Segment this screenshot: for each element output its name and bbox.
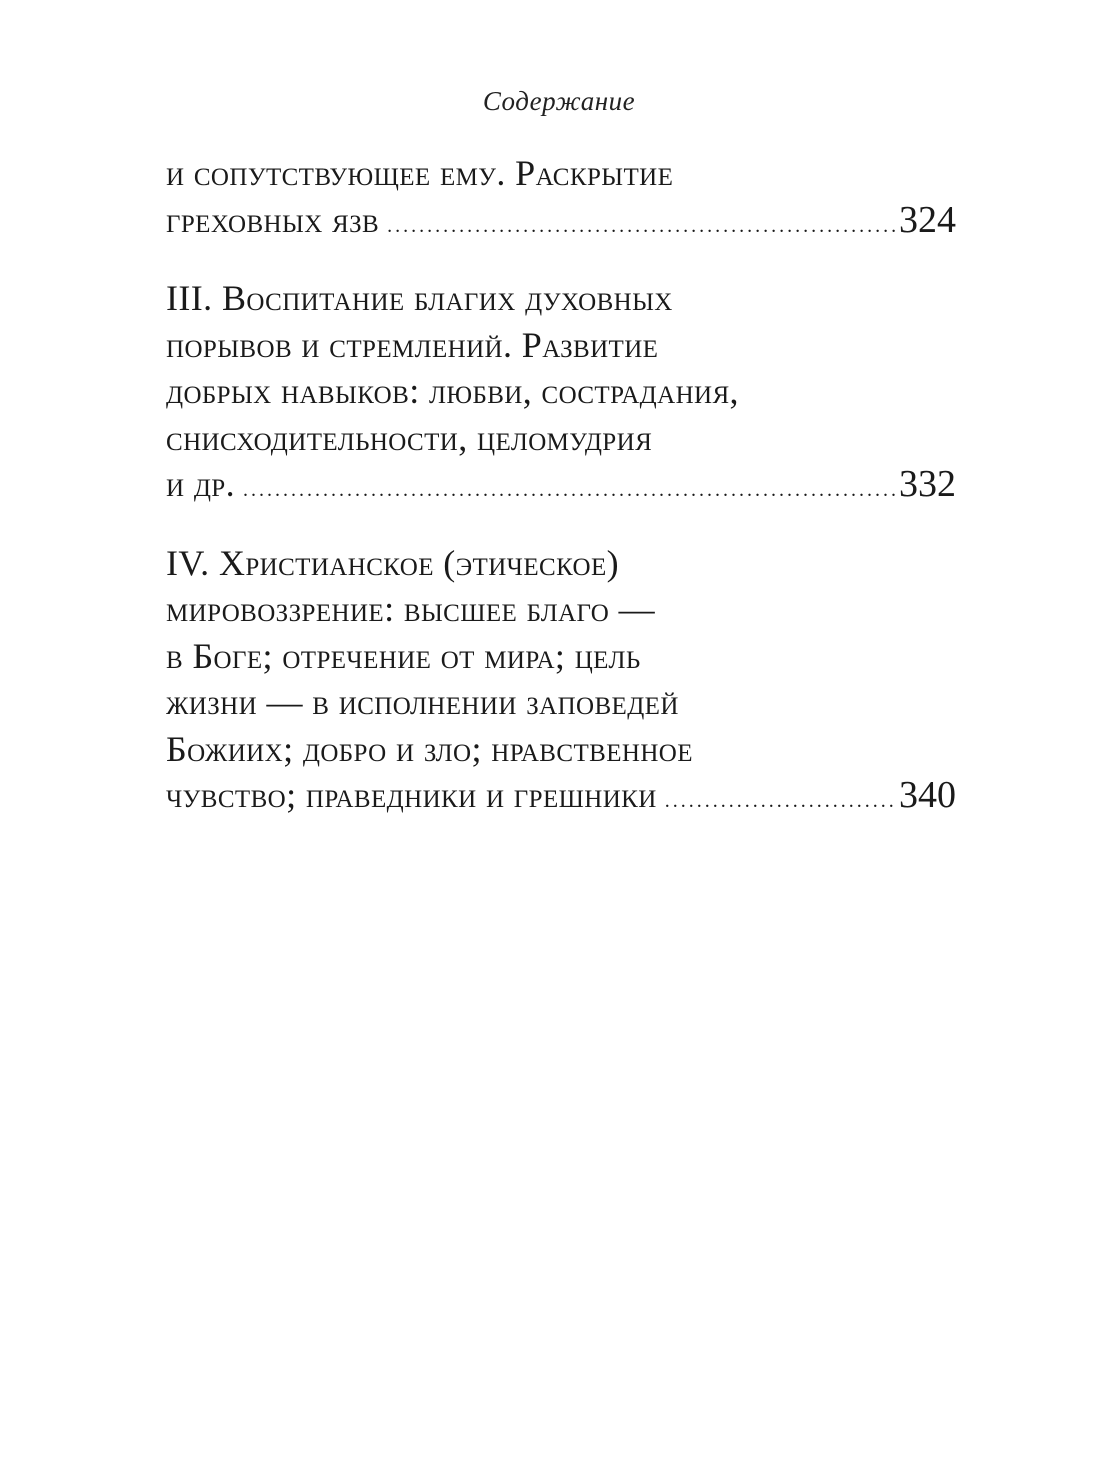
toc-entry-line: IV. Христианское (этическое) (166, 542, 620, 583)
running-header: Содержание (482, 86, 636, 116)
toc-entry-last-line (166, 772, 956, 825)
toc-entry-line: чувство; праведники и грешники (166, 775, 657, 815)
toc-entry-line: греховных язв (166, 199, 380, 240)
toc-entry (166, 275, 956, 514)
toc-entry-line: жизни — в исполнении заповедей (166, 682, 679, 722)
toc-entry-last-line (166, 197, 956, 250)
page-number: 324 (899, 198, 956, 241)
toc-entry-line: мировоззрение: высшее благо — (166, 589, 656, 629)
toc-entry-line: добрых навыков: любви, сострадания, (166, 371, 739, 411)
toc-entry-line: и сопутствующее ему. Раскрытие (166, 153, 674, 193)
dot-leader (243, 467, 897, 514)
toc-entry (166, 150, 956, 249)
toc-entry-line: снисходительности, целомудрия (166, 417, 653, 458)
page-number: 332 (899, 463, 956, 505)
dot-leader (387, 203, 897, 250)
dot-leader (665, 778, 897, 825)
toc-entry-line: порывов и стремлений. Развитие (166, 324, 659, 365)
toc-entry-line: в Боге; отречение от мира; цель (166, 635, 641, 676)
toc-entry-last-line (166, 461, 956, 514)
table-of-contents (166, 150, 956, 851)
toc-entry-line: III. Воспитание благих духовных (166, 278, 673, 318)
toc-entry-line: и др. (166, 464, 236, 504)
toc-entry (166, 540, 956, 825)
page-number: 340 (899, 774, 956, 816)
toc-entry-line: Божиих; добро и зло; нравственное (166, 728, 693, 769)
